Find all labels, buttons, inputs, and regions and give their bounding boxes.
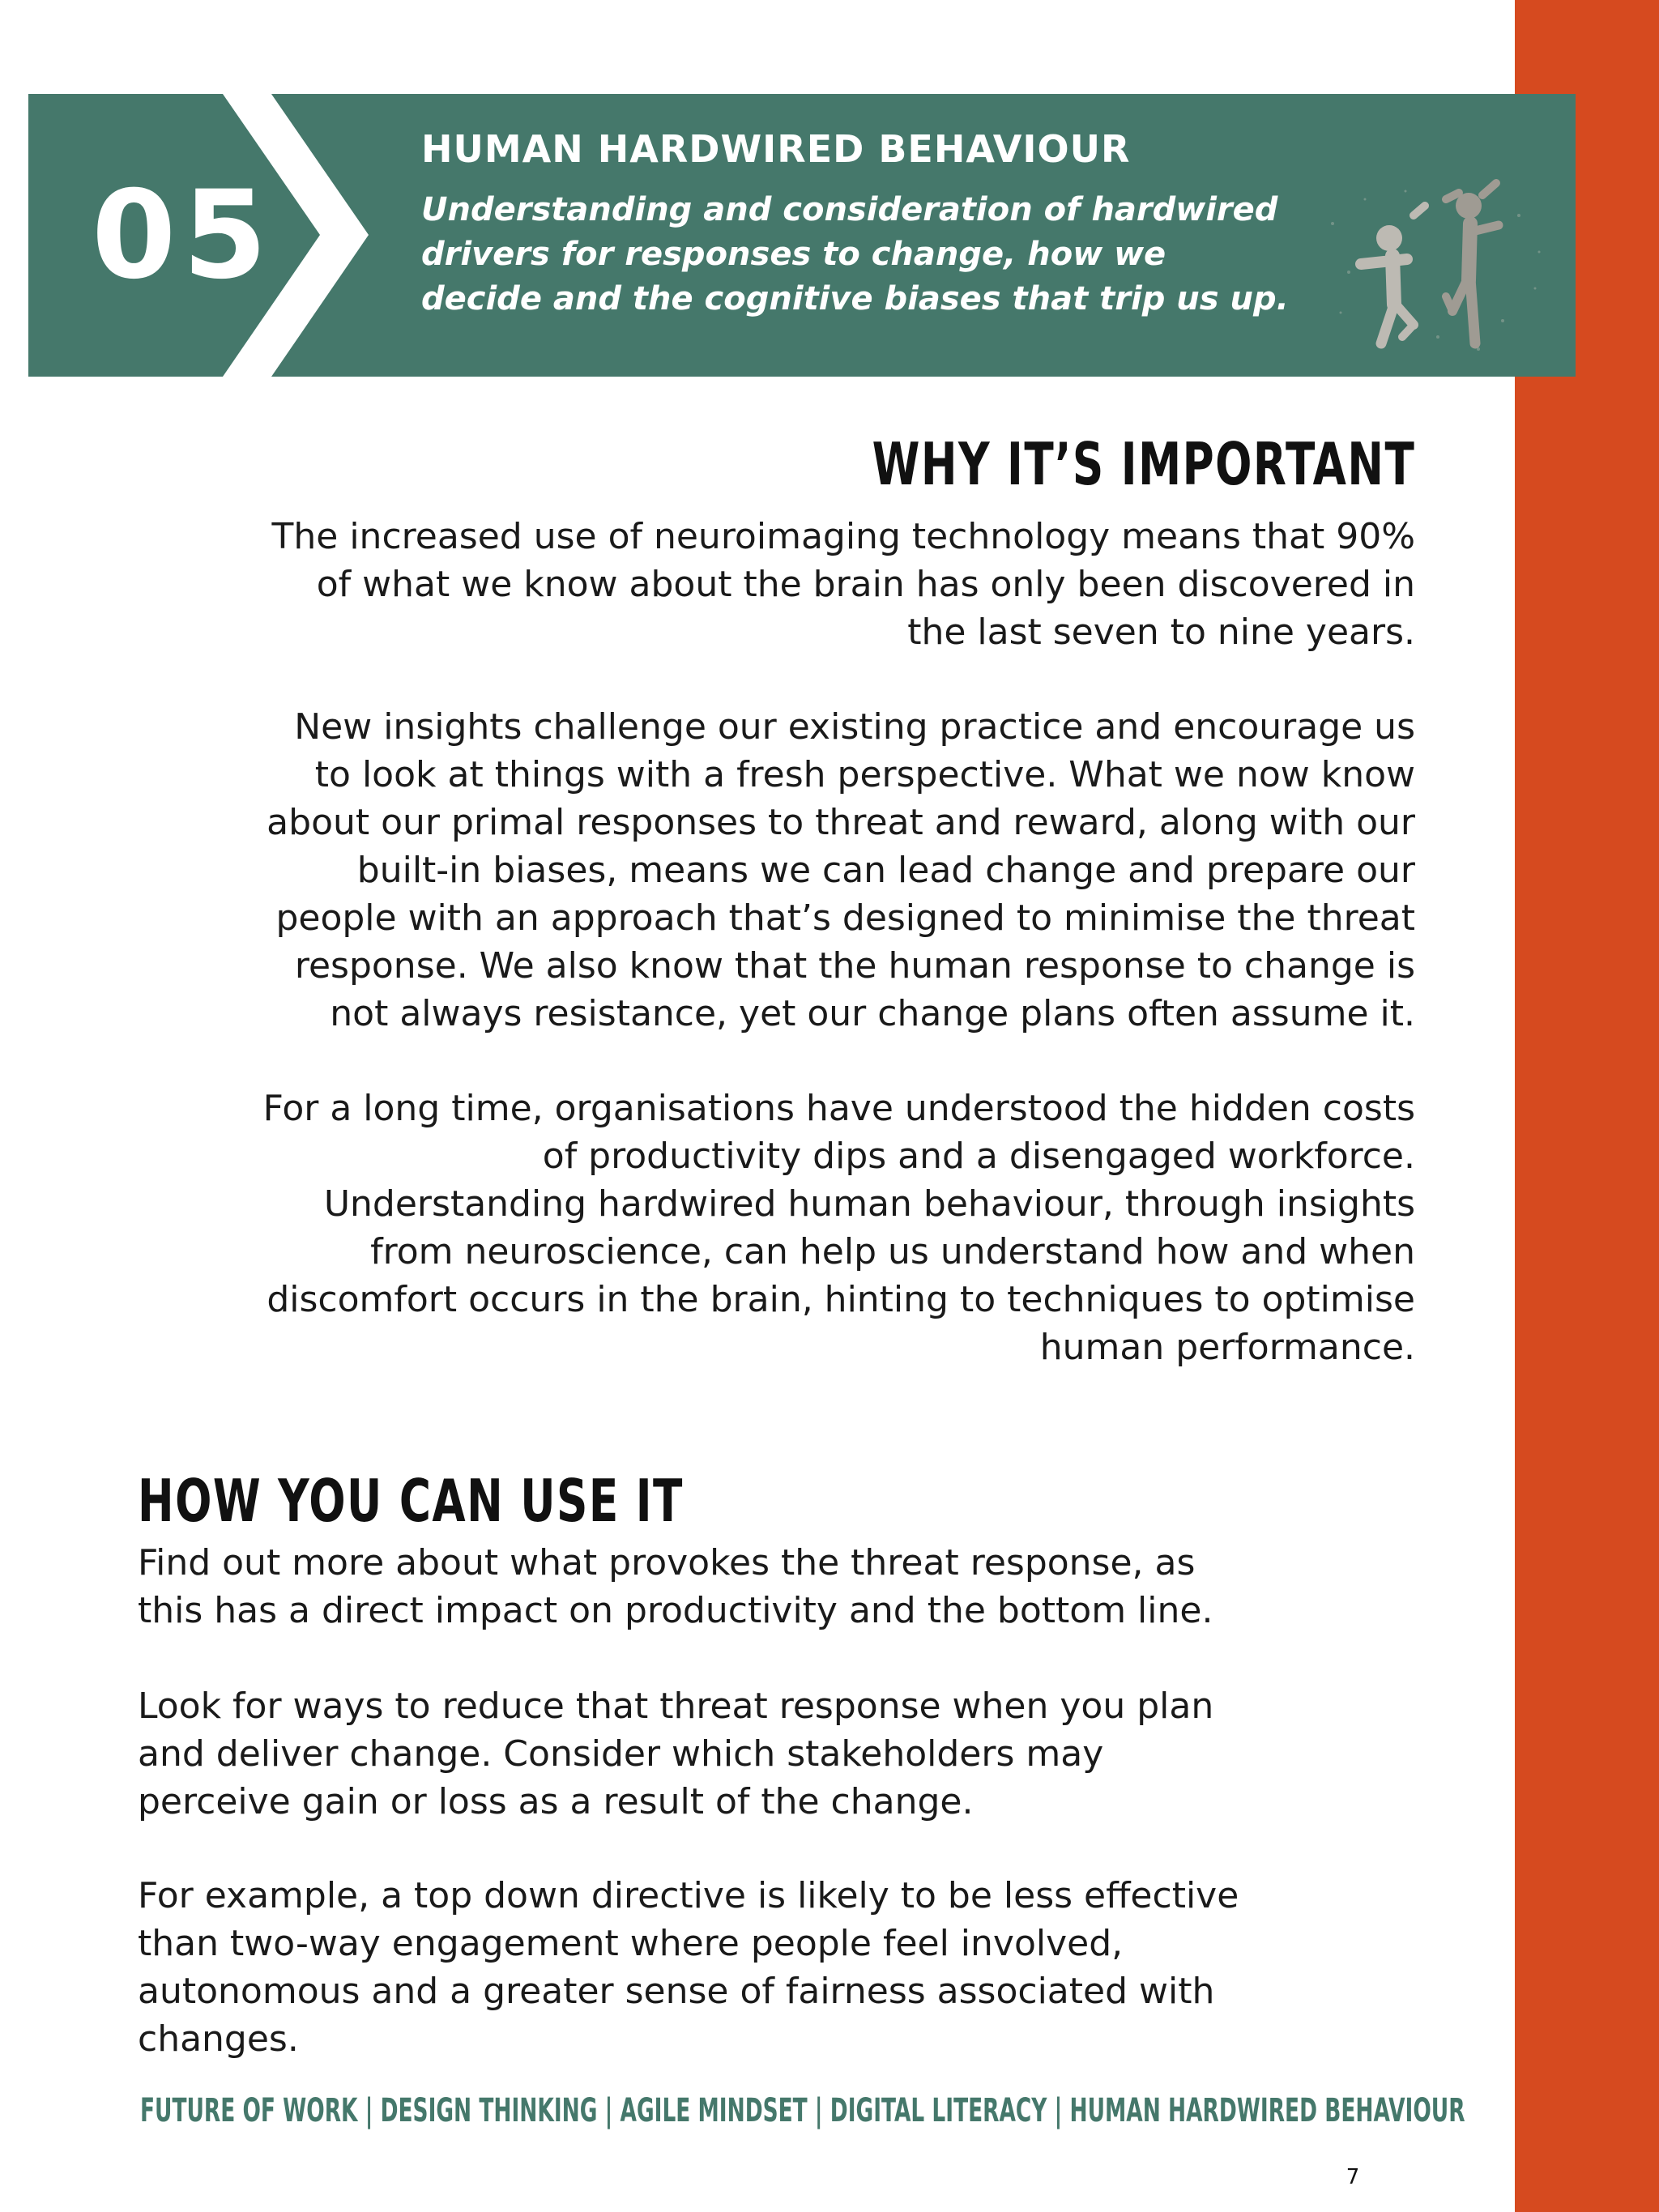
section-banner [28, 94, 1576, 377]
text-line: For example, a top down directive is likely to be less effective [138, 1875, 1239, 1916]
text-line: changes. [138, 2018, 299, 2060]
footer-topic-nav [140, 2086, 1465, 2135]
why-heading: WHY IT’S IMPORTANT [872, 430, 1415, 498]
text-line: to look at things with a fresh perspective. What we now know [314, 754, 1415, 795]
section-number: 05 [92, 165, 274, 306]
section-subtitle [421, 188, 1312, 322]
text-line: Look for ways to reduce that threat response when you plan [138, 1686, 1214, 1727]
text-line: Understanding hardwired human behaviour, through insights [323, 1183, 1415, 1225]
text-line: For a long time, organisations have understood the hidden costs [262, 1088, 1415, 1129]
text-line: people with an approach that’s designed to minimise the threat [275, 897, 1415, 939]
why-paragraph-3 [119, 1085, 1415, 1371]
footer-separator: | [604, 2092, 613, 2129]
footer-link-digital-literacy[interactable]: DIGITAL LITERACY [830, 2092, 1047, 2129]
text-line: of what we know about the brain has only been discovered in [316, 564, 1415, 605]
subtitle-line: drivers for responses to change, how we [421, 236, 1166, 273]
text-line: New insights challenge our existing practice and encourage us [294, 706, 1415, 748]
footer-separator: | [814, 2092, 823, 2129]
how-paragraph-2 [138, 1682, 1353, 1826]
text-line: perceive gain or loss as a result of the change. [138, 1781, 974, 1822]
footer-link-future-of-work[interactable]: FUTURE OF WORK [140, 2092, 358, 2129]
text-line: about our primal responses to threat and reward, along with our [267, 802, 1415, 843]
text-line: built-in biases, means we can lead change and prepare our [356, 850, 1415, 891]
page-number: 7 [1346, 2165, 1360, 2189]
how-heading: HOW YOU CAN USE IT [138, 1467, 684, 1535]
how-paragraph-1 [138, 1539, 1353, 1634]
dancing-figures-icon [1316, 175, 1551, 361]
section-title: HUMAN HARDWIRED BEHAVIOUR [421, 127, 1131, 171]
footer-separator: | [365, 2092, 373, 2129]
footer-link-design-thinking[interactable]: DESIGN THINKING [380, 2092, 598, 2129]
text-line: response. We also know that the human response to change is [294, 945, 1415, 987]
subtitle-line: Understanding and consideration of hardwired [421, 191, 1278, 228]
footer-link-agile-mindset[interactable]: AGILE MINDSET [620, 2092, 808, 2129]
text-line: this has a direct impact on productivity and the bottom line. [138, 1590, 1213, 1631]
how-paragraph-3 [138, 1872, 1353, 2063]
footer-link-human-hardwired-behaviour[interactable]: HUMAN HARDWIRED BEHAVIOUR [1069, 2092, 1465, 2129]
footer-separator: | [1054, 2092, 1063, 2129]
text-line: human performance. [1039, 1327, 1415, 1368]
subtitle-line: decide and the cognitive biases that trip us up. [421, 280, 1289, 318]
text-line: than two-way engagement where people feel involved, [138, 1923, 1124, 1964]
why-paragraph-1 [119, 513, 1415, 656]
text-line: not always resistance, yet our change plans often assume it. [330, 993, 1415, 1034]
why-paragraph-2 [119, 703, 1415, 1038]
text-line: The increased use of neuroimaging technology means that 90% [271, 516, 1415, 557]
text-line: the last seven to nine years. [907, 612, 1415, 653]
text-line: of productivity dips and a disengaged workforce. [542, 1136, 1415, 1177]
text-line: Find out more about what provokes the threat response, as [138, 1542, 1196, 1583]
text-line: autonomous and a greater sense of fairness associated with [138, 1971, 1215, 2012]
text-line: and deliver change. Consider which stakeholders may [138, 1733, 1104, 1775]
text-line: discomfort occurs in the brain, hinting to techniques to optimise [267, 1279, 1415, 1320]
text-line: from neuroscience, can help us understand how and when [370, 1231, 1415, 1272]
